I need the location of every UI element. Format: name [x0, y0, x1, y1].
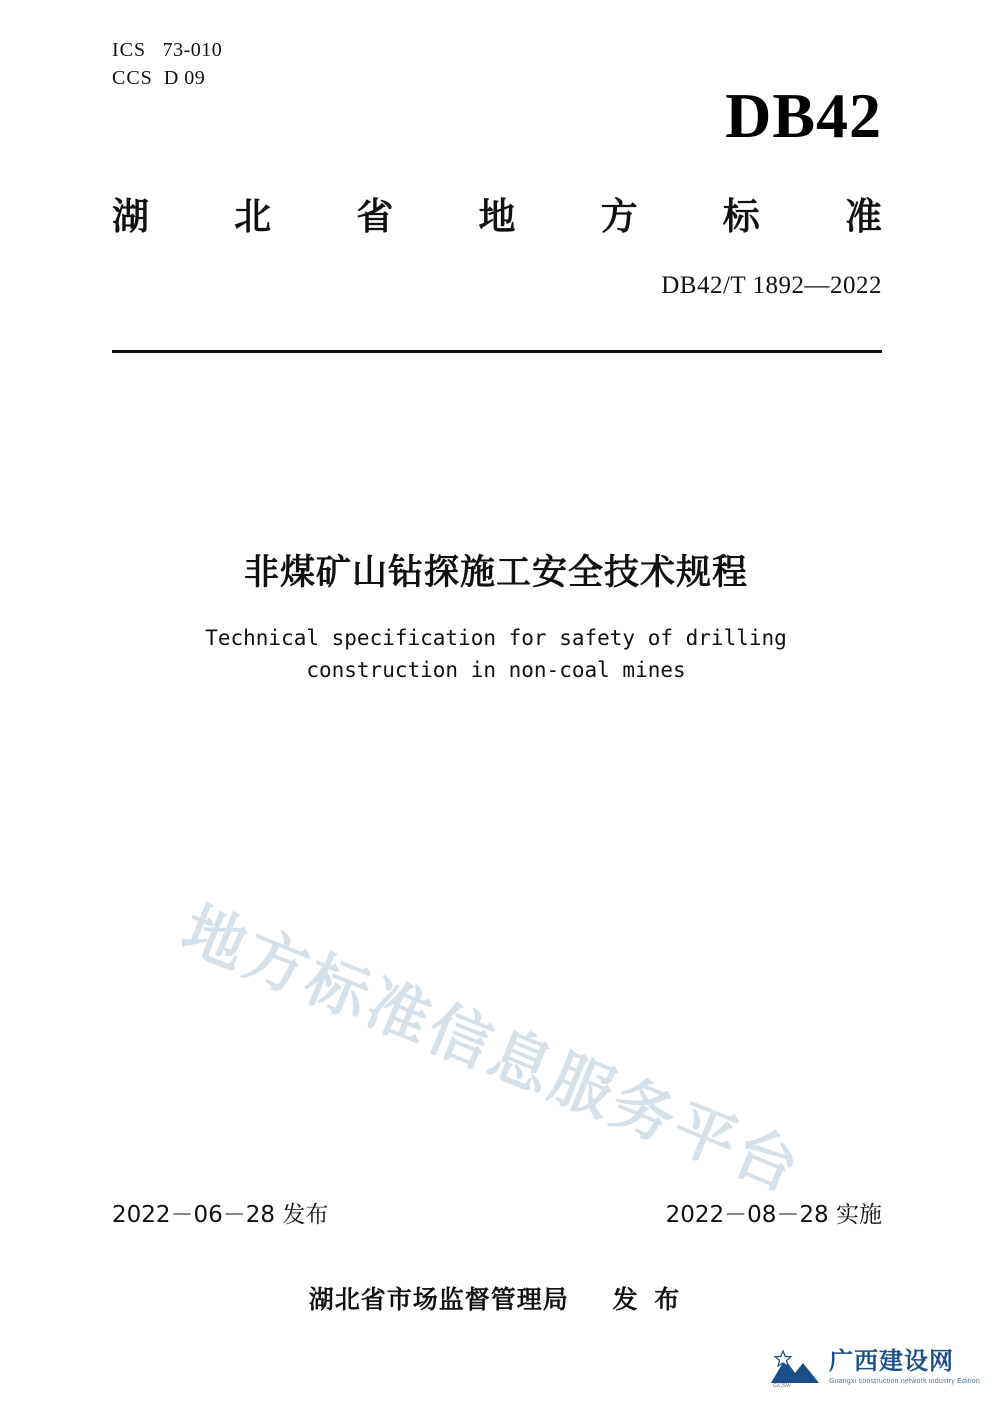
publisher-line: [0, 1280, 992, 1316]
document-title-chinese: 非煤矿山钻探施工安全技术规程: [243, 553, 748, 593]
publisher-name: 湖北省市场监督管理局: [308, 1285, 569, 1314]
svg-text:GXJSW: GXJSW: [772, 1383, 791, 1389]
ics-ccs-block: [112, 36, 222, 92]
watermark-text: 地方标准信息服务平台: [172, 892, 813, 1207]
site-logo: [769, 1345, 980, 1389]
standard-number: DB42/T 1892—2022: [661, 272, 882, 299]
star-mountain-icon: [769, 1345, 821, 1389]
province-standard-char-1: 北: [234, 195, 272, 238]
province-standard-char-0: 湖: [112, 195, 149, 238]
publish-word: 发 布: [612, 1285, 684, 1314]
watermark: [172, 820, 845, 1207]
ccs-line: [112, 64, 222, 92]
province-standard-heading: [112, 186, 882, 240]
ccs-value: D 09: [163, 67, 206, 89]
ics-label: ICS: [112, 39, 147, 61]
ics-value: 73-010: [162, 39, 223, 61]
province-standard-char-3: 地: [478, 195, 516, 238]
province-standard-char-6: 准: [844, 195, 882, 238]
province-standard-char-5: 标: [722, 195, 760, 238]
province-standard-char-2: 省: [356, 195, 394, 238]
effective-date: 2022－08－28 实施: [665, 1202, 882, 1228]
date-row: [112, 1196, 882, 1229]
document-title-english: Technical specification for safety of drilling construction in non-coal mines: [205, 626, 787, 682]
site-logo-name-en: Guangxi construction network industry Edition: [828, 1377, 980, 1385]
ics-line: [112, 36, 222, 64]
header-divider: [112, 350, 882, 353]
province-standard-char-4: 方: [600, 195, 638, 238]
ccs-label: CCS: [112, 67, 153, 89]
site-logo-name-cn: 广西建设网: [828, 1347, 954, 1376]
issue-date: 2022－06－28 发布: [112, 1202, 329, 1228]
site-logo-text: [829, 1348, 980, 1385]
series-logo: DB42: [725, 80, 882, 151]
